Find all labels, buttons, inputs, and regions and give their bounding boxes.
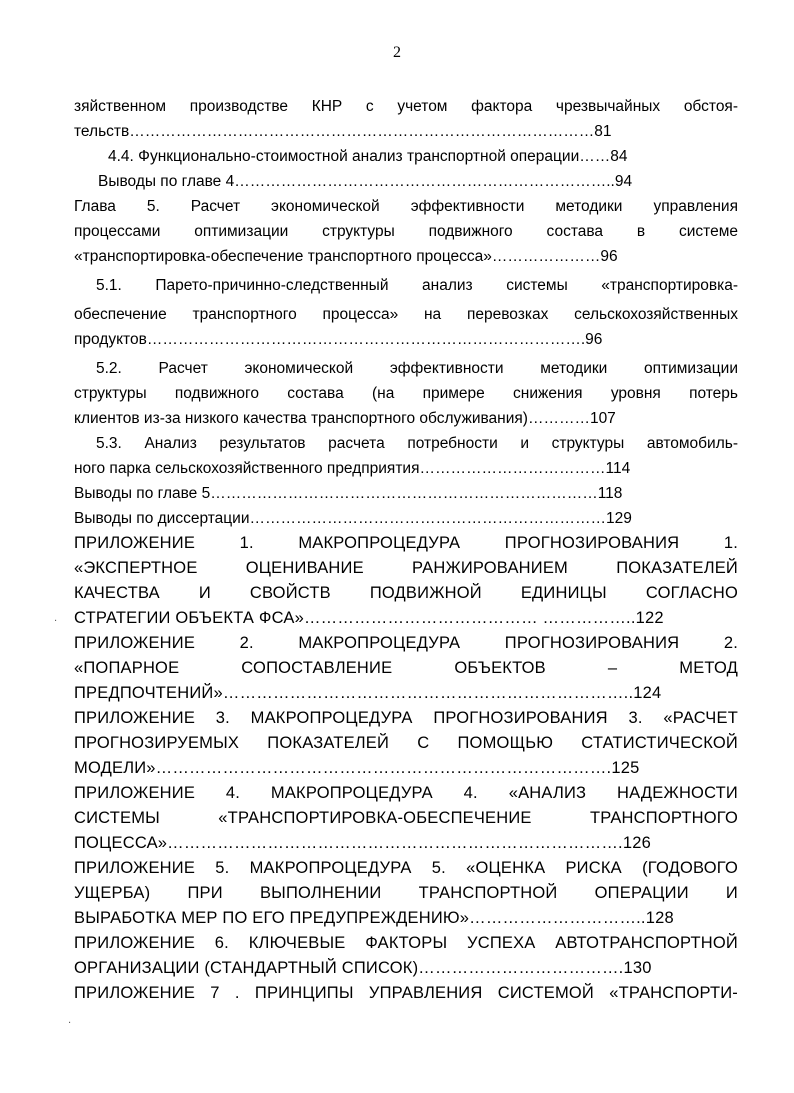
toc-line: клиентов из-за низкого качества транспортного обслуживания)…………107 bbox=[74, 410, 616, 427]
toc-line: ПРИЛОЖЕНИЕ 7 . ПРИНЦИПЫ УПРАВЛЕНИЯ СИСТЕМОЙ «ТРАНСПОРТИ- bbox=[74, 984, 738, 1002]
toc-line: 5.1. Парето-причинно-следственный анализ системы «транспортировка- bbox=[96, 277, 738, 294]
toc-line: 5.3. Анализ результатов расчета потребности и структуры автомобиль- bbox=[96, 435, 738, 452]
toc-line: ного парка сельскохозяйственного предприятия………………………………114 bbox=[74, 460, 631, 477]
toc-line: УЩЕРБА) ПРИ ВЫПОЛНЕНИИ ТРАНСПОРТНОЙ ОПЕРАЦИИ И bbox=[74, 884, 738, 902]
toc-line: тельств………………………………………………………………………………81 bbox=[74, 123, 612, 140]
toc-line: 4.4. Функционально-стоимостной анализ транспортной операции……84 bbox=[108, 148, 628, 165]
toc-line: МОДЕЛИ»……………………………………………………………………….125 bbox=[74, 759, 640, 777]
toc-line: ПРИЛОЖЕНИЕ 2. МАКРОПРОЦЕДУРА ПРОГНОЗИРОВАНИЯ 2. bbox=[74, 634, 738, 652]
toc-line: Выводы по главе 5…………………………………………………………………118 bbox=[74, 485, 623, 502]
scan-speck: · bbox=[54, 616, 58, 627]
toc-line: ПРОГНОЗИРУЕМЫХ ПОКАЗАТЕЛЕЙ С ПОМОЩЬЮ СТАТИСТИЧЕСКОЙ bbox=[74, 734, 738, 752]
toc-line: ПРИЛОЖЕНИЕ 4. МАКРОПРОЦЕДУРА 4. «АНАЛИЗ НАДЕЖНОСТИ bbox=[74, 784, 738, 802]
toc-line: Выводы по главе 4………………………………………………………………..94 bbox=[98, 173, 633, 190]
toc-line: ОРГАНИЗАЦИИ (СТАНДАРТНЫЙ СПИСОК)……………………………….130 bbox=[74, 959, 652, 977]
toc-line: «транспортировка-обеспечение транспортного процесса»…………………96 bbox=[74, 248, 618, 265]
toc-line: ВЫРАБОТКА МЕР ПО ЕГО ПРЕДУПРЕЖДЕНИЮ»…………………………..128 bbox=[74, 909, 674, 927]
toc-line: обеспечение транспортного процесса» на перевозках сельскохозяйственных bbox=[74, 306, 738, 323]
toc-line: ПОЦЕССА»……………………………………………………………………….126 bbox=[74, 834, 651, 852]
toc-line: Глава 5. Расчет экономической эффективности методики управления bbox=[74, 198, 738, 215]
page-number: 2 bbox=[393, 44, 401, 61]
toc-line: ПРИЛОЖЕНИЕ 5. МАКРОПРОЦЕДУРА 5. «ОЦЕНКА РИСКА (ГОДОВОГО bbox=[74, 859, 738, 877]
toc-line: 5.2. Расчет экономической эффективности методики оптимизации bbox=[96, 360, 738, 377]
toc-line: процессами оптимизации структуры подвижного состава в системе bbox=[74, 223, 738, 240]
toc-line: продуктов………………………………………………………………………….96 bbox=[74, 331, 603, 348]
toc-line: СТРАТЕГИИ ОБЪЕКТА ФСА»…………………………………… ……………..122 bbox=[74, 609, 664, 627]
toc-line: «ЭКСПЕРТНОЕ ОЦЕНИВАНИЕ РАНЖИРОВАНИЕМ ПОКАЗАТЕЛЕЙ bbox=[74, 559, 738, 577]
toc-line: КАЧЕСТВА И СВОЙСТВ ПОДВИЖНОЙ ЕДИНИЦЫ СОГЛАСНО bbox=[74, 584, 738, 602]
toc-line: ПРИЛОЖЕНИЕ 6. КЛЮЧЕВЫЕ ФАКТОРЫ УСПЕХА АВТОТРАНСПОРТНОЙ bbox=[74, 934, 738, 952]
toc-line: «ПОПАРНОЕ СОПОСТАВЛЕНИЕ ОБЪЕКТОВ – МЕТОД bbox=[74, 659, 738, 677]
toc-line: ПРИЛОЖЕНИЕ 3. МАКРОПРОЦЕДУРА ПРОГНОЗИРОВАНИЯ 3. «РАСЧЕТ bbox=[74, 709, 738, 727]
table-of-contents bbox=[74, 94, 738, 1006]
toc-line: СИСТЕМЫ «ТРАНСПОРТИРОВКА-ОБЕСПЕЧЕНИЕ ТРАНСПОРТНОГО bbox=[74, 809, 738, 827]
toc-line: зяйственном производстве КНР с учетом фактора чрезвычайных обстоя- bbox=[74, 98, 738, 115]
toc-line: ПРИЛОЖЕНИЕ 1. МАКРОПРОЦЕДУРА ПРОГНОЗИРОВАНИЯ 1. bbox=[74, 534, 738, 552]
toc-line: структуры подвижного состава (на примере снижения уровня потерь bbox=[74, 385, 738, 402]
scan-speck: · bbox=[68, 1018, 72, 1029]
toc-line: Выводы по диссертации……………………………………………………………129 bbox=[74, 510, 632, 527]
toc-line: ПРЕДПОЧТЕНИЙ»………………………………………………………………..124 bbox=[74, 684, 662, 702]
